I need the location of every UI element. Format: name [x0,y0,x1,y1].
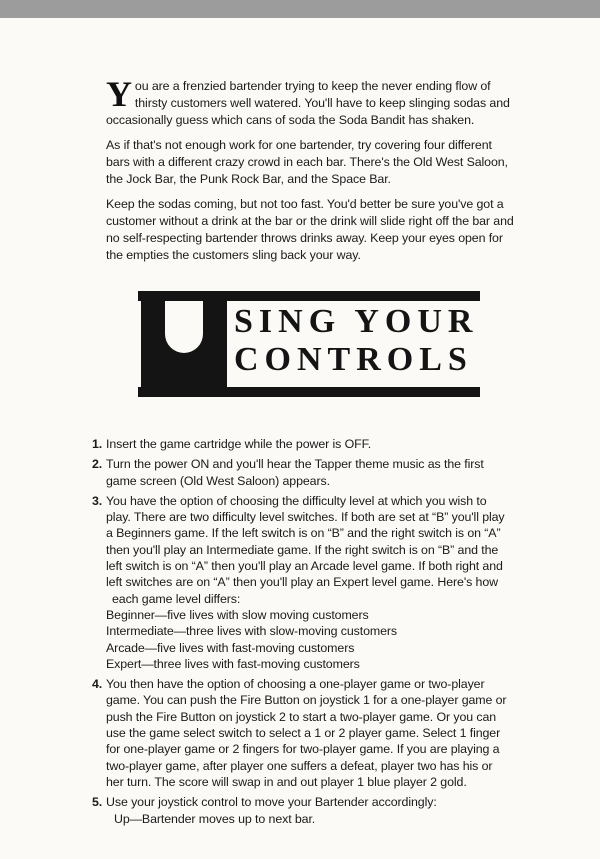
level-intermediate: Intermediate—three lives with slow-moving customers [106,624,398,639]
heading-line-1: SING YOUR [234,303,479,340]
level-beginner: Beginner—five lives with slow moving customers [106,607,369,622]
controls-steps [92,436,512,831]
intro-paragraph-1: You are a frenzied bartender trying to keep the never ending flow of thirsty customers well watered. You'll have to keep slinging sodas and occasionally guess which cans of soda the Soda Bandit has shaken. [106,74,510,127]
level-expert: Expert—three lives with fast-moving customers [106,656,360,671]
difficulty-levels [106,607,512,672]
top-margin-strip [0,0,600,18]
drop-cap: Y [106,74,132,114]
heading-big-letter [141,301,227,387]
intro-text [106,74,516,272]
step-3: 3. You have the option of choosing the difficulty level at which you wish to play. There are two difficulty level switches. If both are set at “B” you'll play a Beginners game. If the left switch is on “B” and the right switch is on “A” then you'll play an Intermediate game. If the right switch is on “B” and the left switch is on “A” then you'll play an Arcade level game. If both right and left switches are on “A” then you'll play an Expert level game. Here's how each game level differs: Beginner—five lives with slow moving customers Intermediate—three lives with slow-moving customers Arcade—five lives with fast-moving customers Expert—three lives with fast-moving customers [92,493,512,672]
step-4: 4. You then have the option of choosing a one-player game or two-player game. You can push the Fire Button on joystick 1 for a one-player game or push the Fire Button on joystick 2 to start a two-player game. Or you can use the game select switch to select a 1 or 2 player game. Select 1 finger for one-player game or 2 fingers for two-player game. If you are playing a two-player game, after player one suffers a defeat, player two has his or her turn. The score will swap in and out player 1 blue player 2 gold. [92,677,507,789]
heading-rule-bottom [138,387,480,397]
step-2: 2. Turn the power ON and you'll hear the Tapper theme music as the first game screen (Old West Saloon) appears. [92,457,484,488]
heading-rule-top [138,291,480,301]
section-heading [138,291,480,397]
step-5-sub: Up—Bartender moves up to next bar. [114,811,316,826]
intro-paragraph-3: Keep the sodas coming, but not too fast. You'd better be sure you've got a customer without a drink at the bar or the drink will slide right off the bar and no self-respecting bartender throws drinks away. Keep your eyes open for the empties the customers sling back your way. [106,197,514,262]
level-arcade: Arcade—five lives with fast-moving customers [106,640,355,655]
step-1: 1. Insert the game cartridge while the power is OFF. [92,437,372,451]
intro-paragraph-2: As if that's not enough work for one bartender, try covering four different bars with a different crazy crowd in each bar. There's the Old West Saloon, the Jock Bar, the Punk Rock Bar, and the Space Bar. [106,138,508,186]
heading-line-2: CONTROLS [234,341,473,378]
step-5: 5. Use your joystick control to move your Bartender accordingly: Up—Bartender moves up to next bar. [92,794,512,827]
